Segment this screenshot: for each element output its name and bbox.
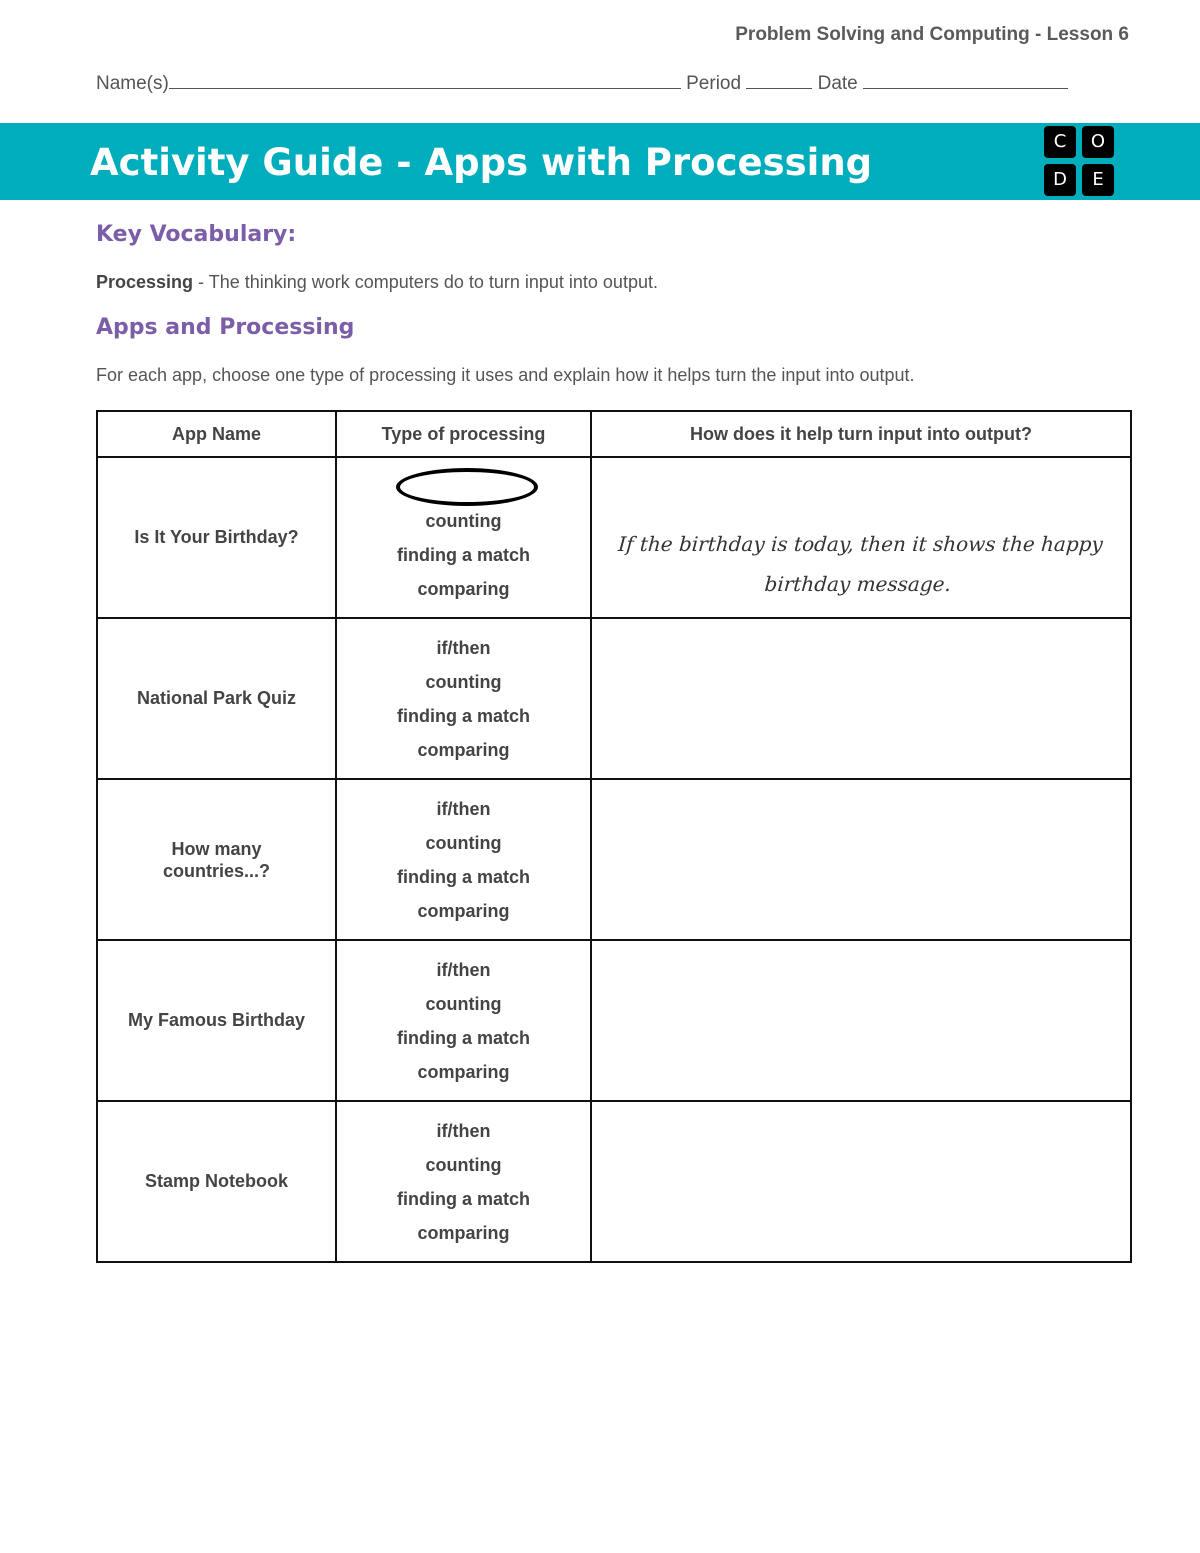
logo-letter-c: C xyxy=(1044,126,1076,158)
table-header-row xyxy=(97,411,1131,457)
app-name-cell: National Park Quiz xyxy=(97,618,336,779)
option-counting[interactable]: counting xyxy=(425,993,502,1014)
option-if-then[interactable]: if/then xyxy=(436,959,491,980)
vocabulary-definition xyxy=(96,272,658,293)
handwritten-answer: If the birthday is today, then it shows the happy birthday message. xyxy=(617,531,1104,596)
lesson-label: Problem Solving and Computing - Lesson 6 xyxy=(735,24,1129,45)
processing-table xyxy=(96,410,1132,1263)
table-row xyxy=(97,457,1131,618)
table-row xyxy=(97,940,1131,1101)
col-header-app-name: App Name xyxy=(97,411,336,457)
option-finding-a-match[interactable]: finding a match xyxy=(396,866,530,887)
option-comparing[interactable]: comparing xyxy=(417,1222,510,1243)
option-finding-a-match[interactable]: finding a match xyxy=(396,705,530,726)
vocabulary-heading: Key Vocabulary: xyxy=(96,222,297,247)
vocabulary-term: Processing xyxy=(96,272,194,292)
option-if-then[interactable]: if/then xyxy=(436,798,491,819)
logo-letter-d: D xyxy=(1044,164,1076,196)
processing-options-cell[interactable] xyxy=(336,618,591,779)
option-comparing[interactable]: comparing xyxy=(417,739,510,760)
app-name-cell: Is It Your Birthday? xyxy=(97,457,336,618)
name-period-date-line xyxy=(96,70,1068,95)
page-title: Activity Guide - Apps with Processing xyxy=(90,141,873,184)
date-label: Date xyxy=(817,73,858,94)
table-row xyxy=(97,1101,1131,1262)
option-counting[interactable]: counting xyxy=(425,671,502,692)
option-comparing[interactable]: comparing xyxy=(417,578,510,599)
section-instructions: For each app, choose one type of processing it uses and explain how it helps turn the input into output. xyxy=(96,365,915,385)
logo-letter-e: E xyxy=(1082,164,1114,196)
option-if-then[interactable]: if/then xyxy=(436,1120,491,1141)
app-name-cell: Stamp Notebook xyxy=(97,1101,336,1262)
processing-options-cell[interactable] xyxy=(336,779,591,940)
logo-letter-o: O xyxy=(1082,126,1114,158)
period-label: Period xyxy=(686,73,742,94)
option-finding-a-match[interactable]: finding a match xyxy=(396,1188,530,1209)
answer-cell[interactable] xyxy=(591,1101,1131,1262)
option-if-then[interactable]: if/then xyxy=(436,637,491,658)
title-banner xyxy=(0,123,1200,200)
table-row xyxy=(97,779,1131,940)
processing-options-cell[interactable] xyxy=(336,1101,591,1262)
hand-drawn-circle xyxy=(396,468,538,506)
option-counting[interactable]: counting xyxy=(425,1154,502,1175)
processing-options-cell[interactable] xyxy=(336,940,591,1101)
option-finding-a-match[interactable]: finding a match xyxy=(396,544,530,565)
app-name-cell xyxy=(97,779,336,940)
answer-cell[interactable] xyxy=(591,457,1131,618)
col-header-type: Type of processing xyxy=(336,411,591,457)
table-row xyxy=(97,618,1131,779)
option-comparing[interactable]: comparing xyxy=(417,1061,510,1082)
name-label: Name(s) xyxy=(96,73,169,94)
option-counting[interactable]: counting xyxy=(425,510,502,531)
circled-option[interactable] xyxy=(338,470,589,504)
answer-cell[interactable] xyxy=(591,618,1131,779)
app-name-cell: My Famous Birthday xyxy=(97,940,336,1101)
option-finding-a-match[interactable]: finding a match xyxy=(396,1027,530,1048)
period-field[interactable] xyxy=(746,70,812,89)
col-header-how: How does it help turn input into output? xyxy=(591,411,1131,457)
date-field[interactable] xyxy=(863,70,1068,89)
answer-cell[interactable] xyxy=(591,940,1131,1101)
section-heading: Apps and Processing xyxy=(96,315,355,340)
code-logo xyxy=(1044,126,1116,198)
name-field[interactable] xyxy=(169,70,681,89)
processing-options-cell[interactable] xyxy=(336,457,591,618)
option-counting[interactable]: counting xyxy=(425,832,502,853)
vocabulary-text: - The thinking work computers do to turn input into output. xyxy=(193,272,658,292)
answer-cell[interactable] xyxy=(591,779,1131,940)
app-name-text: How many countries...? xyxy=(162,838,270,881)
option-comparing[interactable]: comparing xyxy=(417,900,510,921)
